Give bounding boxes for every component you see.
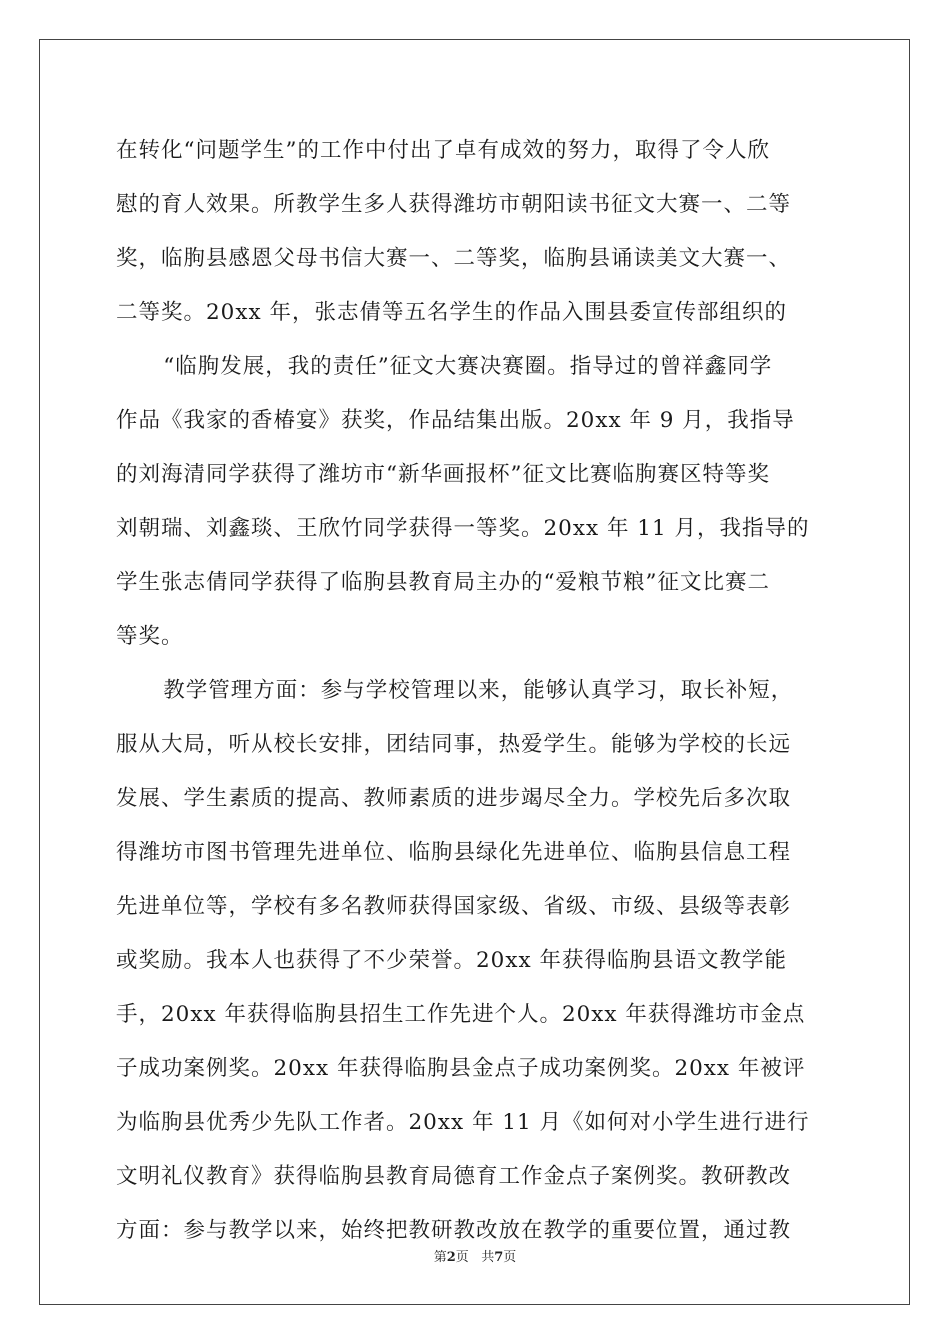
total-suffix: 页 <box>503 1250 517 1265</box>
text-line: 文明礼仪教育》获得临朐县教育局德育工作金点子案例奖。教研教改 <box>116 1164 792 1189</box>
text-line: 在转化“问题学生”的工作中付出了卓有成效的努力，取得了令人欣 <box>116 138 770 163</box>
page-footer <box>0 1246 950 1265</box>
total-prefix: 共 <box>481 1250 495 1265</box>
text-line: 手，20xx 年获得临朐县招生工作先进个人。20xx 年获得潍坊市金点 <box>116 1002 806 1027</box>
text-line: 奖，临朐县感恩父母书信大赛一、二等奖，临朐县诵读美文大赛一、 <box>116 246 792 271</box>
paragraph-2 <box>116 340 834 664</box>
text-line: 为临朐县优秀少先队工作者。20xx 年 11 月《如何对小学生进行进行 <box>116 1110 810 1135</box>
page-prefix: 第 <box>433 1250 447 1265</box>
text-line: 等奖。 <box>116 624 184 649</box>
text-line: 作品《我家的香椿宴》获奖，作品结集出版。20xx 年 9 月，我指导 <box>116 408 795 433</box>
text-line: 刘朝瑞、刘鑫琰、王欣竹同学获得一等奖。20xx 年 11 月，我指导的 <box>116 516 810 541</box>
text-line: 学生张志倩同学获得了临朐县教育局主办的“爱粮节粮”征文比赛二 <box>116 570 770 595</box>
text-line: 或奖励。我本人也获得了不少荣誉。20xx 年获得临朐县语文教学能 <box>116 948 787 973</box>
paragraph-1 <box>116 124 834 340</box>
text-line: 慰的育人效果。所教学生多人获得潍坊市朝阳读书征文大赛一、二等 <box>116 192 792 217</box>
text-line: 方面：参与教学以来，始终把教研教改放在教学的重要位置，通过教 <box>116 1218 792 1243</box>
total-pages: 7 <box>494 1250 504 1265</box>
document-body <box>116 124 834 1258</box>
page-number: 2 <box>446 1250 456 1265</box>
text-line: 教学管理方面：参与学校管理以来，能够认真学习，取长补短， <box>163 678 794 703</box>
text-line: 二等奖。20xx 年，张志倩等五名学生的作品入围县委宣传部组织的 <box>116 300 787 325</box>
text-line: 子成功案例奖。20xx 年获得临朐县金点子成功案例奖。20xx 年被评 <box>116 1056 806 1081</box>
text-line: 服从大局，听从校长安排，团结同事，热爱学生。能够为学校的长远 <box>116 732 792 757</box>
page-suffix: 页 <box>455 1250 469 1265</box>
text-line: 发展、学生素质的提高、教师素质的进步竭尽全力。学校先后多次取 <box>116 786 792 811</box>
paragraph-3 <box>116 664 834 1258</box>
text-line: 得潍坊市图书管理先进单位、临朐县绿化先进单位、临朐县信息工程 <box>116 840 792 865</box>
text-line: “临朐发展，我的责任”征文大赛决赛圈。指导过的曾祥鑫同学 <box>163 354 773 379</box>
text-line: 的刘海清同学获得了潍坊市“新华画报杯”征文比赛临朐赛区特等奖 <box>116 462 770 487</box>
text-line: 先进单位等，学校有多名教师获得国家级、省级、市级、县级等表彰 <box>116 894 792 919</box>
